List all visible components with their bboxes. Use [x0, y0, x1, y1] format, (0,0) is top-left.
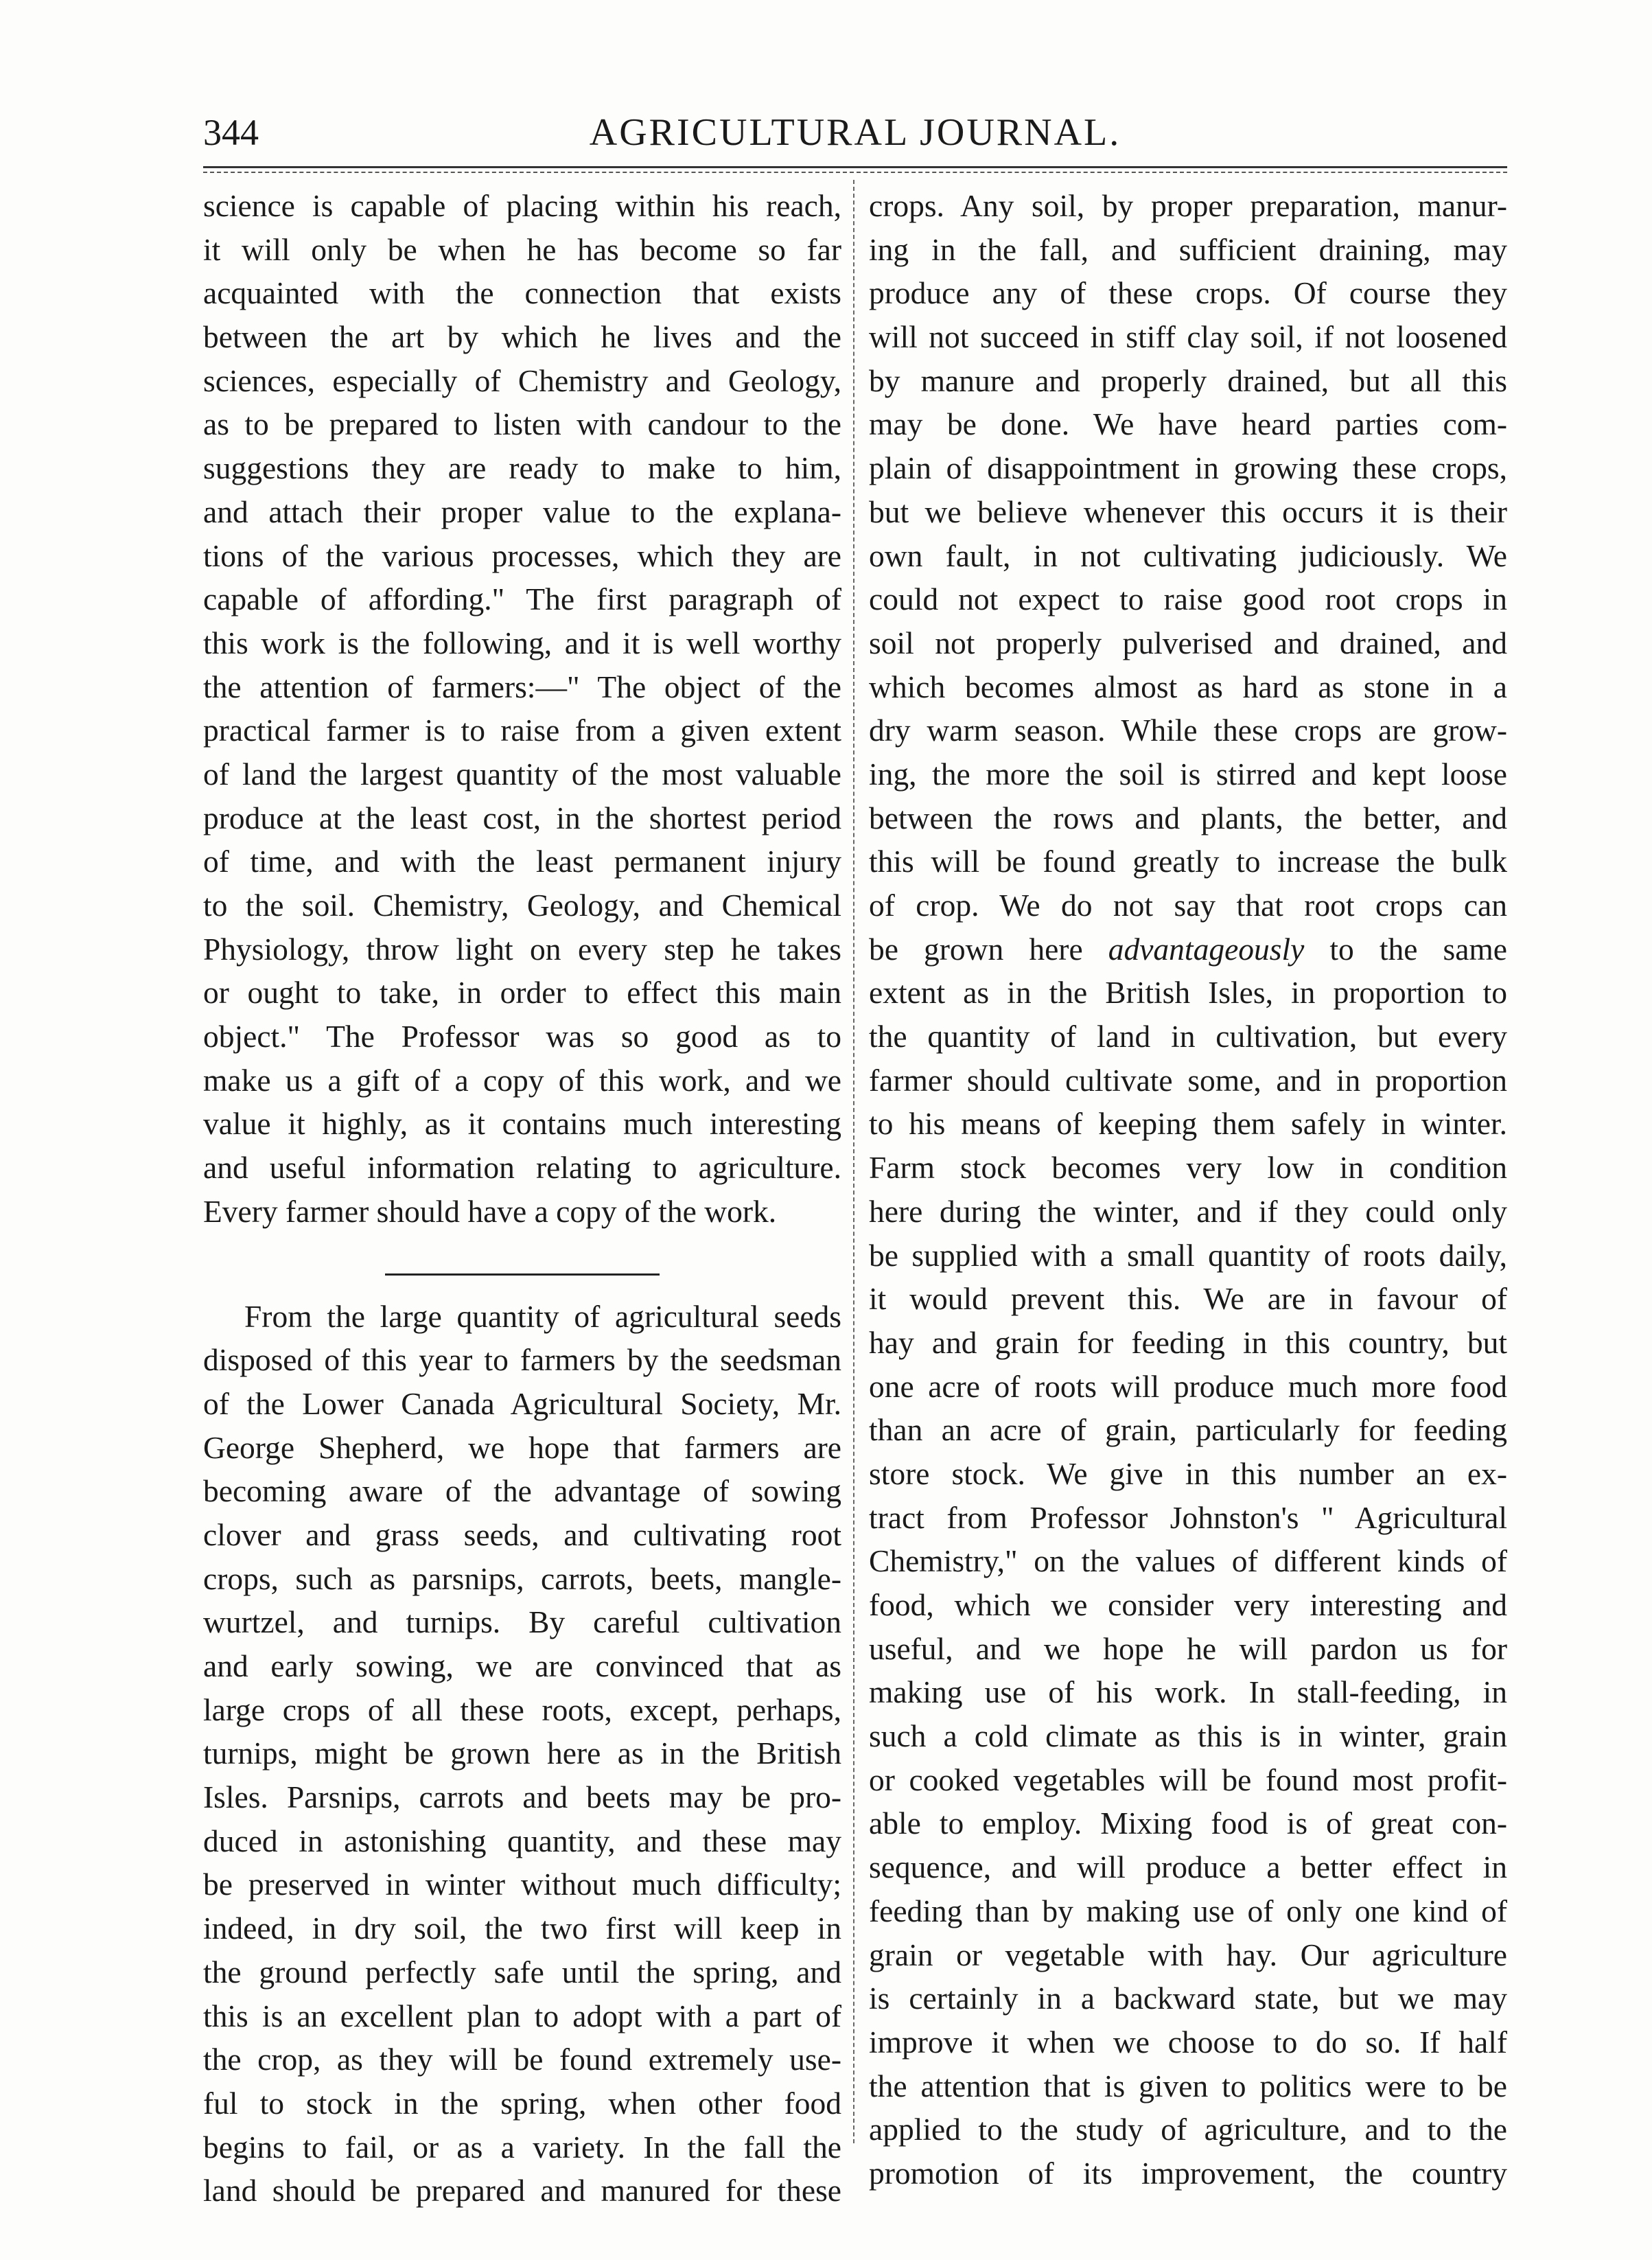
text-line: wurtzel, and turnips. By careful cultivation — [203, 1604, 841, 1640]
text-line: this is an excellent plan to adopt with a part of — [203, 1998, 841, 2033]
text-line: grain or vegetable with hay. Our agriculture — [869, 1937, 1507, 1972]
text-line: science is capable of placing within his reach, — [203, 188, 841, 223]
text-line: Isles. Parsnips, carrots and beets may be pro- — [203, 1779, 841, 1815]
text-line: this will be found greatly to increase the bulk — [869, 844, 1507, 879]
text-line: suggestions they are ready to make to him, — [203, 450, 841, 486]
text-line: but we believe whenever this occurs it is their — [869, 494, 1507, 529]
text-line: of land the largest quantity of the most valuable — [203, 756, 841, 792]
text-line: sciences, especially of Chemistry and Geology, — [203, 362, 841, 398]
text-line: crops. Any soil, by proper preparation, manur- — [869, 188, 1507, 223]
text-line: clover and grass seeds, and cultivating root — [203, 1517, 841, 1552]
column-divider — [853, 180, 854, 2143]
text-line: it would prevent this. We are in favour of — [869, 1281, 1507, 1317]
text-line: and useful information relating to agriculture. — [203, 1150, 841, 1186]
text-line: be preserved in winter without much difficulty; — [203, 1867, 841, 1902]
text-line: this work is the following, and it is well worthy — [203, 625, 841, 660]
text-line: Chemistry," on the values of different kinds of — [869, 1543, 1507, 1579]
text-line: the attention that is given to politics were to be — [869, 2068, 1507, 2103]
text-line: dry warm season. While these crops are grow- — [869, 713, 1507, 748]
text-line: which becomes almost as hard as stone in a — [869, 669, 1507, 704]
text-line: ful to stock in the spring, when other food — [203, 2085, 841, 2121]
text-line: to his means of keeping them safely in winter. — [869, 1106, 1507, 1142]
text-line: sequence, and will produce a better effect in — [869, 1849, 1507, 1885]
text-line: tions of the various processes, which they are — [203, 538, 841, 573]
text-line: the quantity of land in cultivation, but every — [869, 1019, 1507, 1054]
text-line: duced in astonishing quantity, and these may — [203, 1823, 841, 1858]
paragraph-root-crops-part2 — [869, 971, 1507, 2195]
text-line: or ought to take, in order to effect this main — [203, 975, 841, 1011]
header-rule-secondary — [203, 172, 1507, 173]
header-rule — [203, 166, 1507, 168]
paragraph-professor-quote — [203, 184, 841, 1234]
section-gap — [203, 1234, 841, 1278]
text-line: the crop, as they will be found extremely use- — [203, 2042, 841, 2077]
text-line: acquainted with the connection that exists — [203, 275, 841, 311]
page-header — [203, 108, 1507, 163]
text-line: tract from Professor Johnston's " Agricultural — [869, 1499, 1507, 1535]
text-line: hay and grain for feeding in this country, but — [869, 1324, 1507, 1360]
text-line: as to be prepared to listen with candour to the — [203, 406, 841, 442]
text-line: large crops of all these roots, except, perhaps, — [203, 1692, 841, 1727]
text-line: feeding than by making use of only one kind of — [869, 1893, 1507, 1928]
text-line: Every farmer should have a copy of the work. — [203, 1193, 777, 1229]
text-line: crops, such as parsnips, carrots, beets, mangle- — [203, 1560, 841, 1596]
text-line: here during the winter, and if they could only — [869, 1193, 1507, 1229]
text-line: capable of affording." The first paragraph of — [203, 581, 841, 617]
text-line: applied to the study of agriculture, and to the — [869, 2112, 1507, 2147]
page-number: 344 — [203, 112, 259, 153]
text-line: making use of his work. In stall-feeding, in — [869, 1674, 1507, 1710]
text-line: turnips, might be grown here as in the British — [203, 1736, 841, 1771]
text-line: object." The Professor was so good as to — [203, 1019, 841, 1054]
text-line: soil not properly pulverised and drained, and — [869, 625, 1507, 660]
text-line: value it highly, as it contains much interesting — [203, 1106, 841, 1142]
text-line: promotion of its improvement, the country — [869, 2155, 1507, 2191]
text-line: ing in the fall, and sufficient draining, may — [869, 231, 1507, 267]
text-line: produce at the least cost, in the shortest period — [203, 800, 841, 835]
text-line: useful, and we hope he will pardon us for — [869, 1630, 1507, 1666]
italic-line-after: to the same — [1304, 931, 1507, 967]
text-line: ing, the more the soil is stirred and kept loose — [869, 756, 1507, 792]
text-line: and early sowing, we are convinced that as — [203, 1648, 841, 1683]
right-column — [869, 184, 1507, 2195]
text-line: of crop. We do not say that root crops can — [869, 888, 1507, 923]
text-line: of the Lower Canada Agricultural Society, Mr. — [203, 1385, 841, 1421]
text-line: own fault, in not cultivating judiciously. We — [869, 538, 1507, 573]
text-line: may be done. We have heard parties com- — [869, 406, 1507, 442]
text-line: make us a gift of a copy of this work, and we — [203, 1062, 841, 1098]
text-line: able to employ. Mixing food is of great con- — [869, 1806, 1507, 1841]
text-line: practical farmer is to raise from a given extent — [203, 713, 841, 748]
paragraph-root-crops-part1 — [869, 184, 1507, 927]
text-line: the ground perfectly safe until the spring, and — [203, 1954, 841, 1990]
text-line: one acre of roots will produce much more food — [869, 1368, 1507, 1404]
text-line: Farm stock becomes very low in condition — [869, 1150, 1507, 1186]
text-line: by manure and properly drained, but all this — [869, 362, 1507, 398]
section-divider — [385, 1273, 660, 1276]
left-column — [203, 184, 841, 2213]
italic-word: advantageously — [1108, 931, 1305, 967]
text-line: between the rows and plants, the better, and — [869, 800, 1507, 835]
text-line: indeed, in dry soil, the two first will keep in — [203, 1911, 841, 1946]
text-line: begins to fail, or as a variety. In the fall the — [203, 2129, 841, 2165]
text-line: store stock. We give in this number an ex- — [869, 1455, 1507, 1491]
text-line: produce any of these crops. Of course they — [869, 275, 1507, 311]
text-line: disposed of this year to farmers by the seedsman — [203, 1342, 841, 1378]
text-line: or cooked vegetables will be found most profit- — [869, 1762, 1507, 1797]
text-line: to the soil. Chemistry, Geology, and Chemical — [203, 888, 841, 923]
text-line: of time, and with the least permanent injury — [203, 844, 841, 879]
text-line: plain of disappointment in growing these crops, — [869, 450, 1507, 486]
text-line: could not expect to raise good root crops in — [869, 581, 1507, 617]
text-line: becoming aware of the advantage of sowing — [203, 1473, 841, 1509]
italic-line-before: be grown here — [869, 931, 1108, 967]
text-line: Physiology, throw light on every step he takes — [203, 931, 841, 967]
text-line-italic — [869, 927, 1507, 971]
text-line: it will only be when he has become so far — [203, 231, 841, 267]
text-line: farmer should cultivate some, and in proportion — [869, 1062, 1507, 1098]
text-line: and attach their proper value to the explana- — [203, 494, 841, 529]
text-line: extent as in the British Isles, in proportion to — [869, 975, 1507, 1011]
running-head: AGRICULTURAL JOURNAL. — [589, 111, 1121, 154]
text-line: the attention of farmers:—" The object of the — [203, 669, 841, 704]
text-line: food, which we consider very interesting and — [869, 1587, 1507, 1622]
text-line: be supplied with a small quantity of roots daily, — [869, 1237, 1507, 1273]
text-line: than an acre of grain, particularly for feeding — [869, 1412, 1507, 1448]
text-line: such a cold climate as this is in winter, grain — [869, 1718, 1507, 1754]
text-line: improve it when we choose to do so. If half — [869, 2024, 1507, 2060]
paragraph-seeds — [203, 1295, 841, 2213]
text-line: will not succeed in stiff clay soil, if not loosened — [869, 319, 1507, 355]
text-line: land should be prepared and manured for these — [203, 2173, 841, 2209]
text-line: George Shepherd, we hope that farmers are — [203, 1429, 841, 1465]
text-line: From the large quantity of agricultural seeds — [244, 1298, 841, 1334]
text-line: between the art by which he lives and the — [203, 319, 841, 355]
text-line: is certainly in a backward state, but we may — [869, 1981, 1507, 2016]
